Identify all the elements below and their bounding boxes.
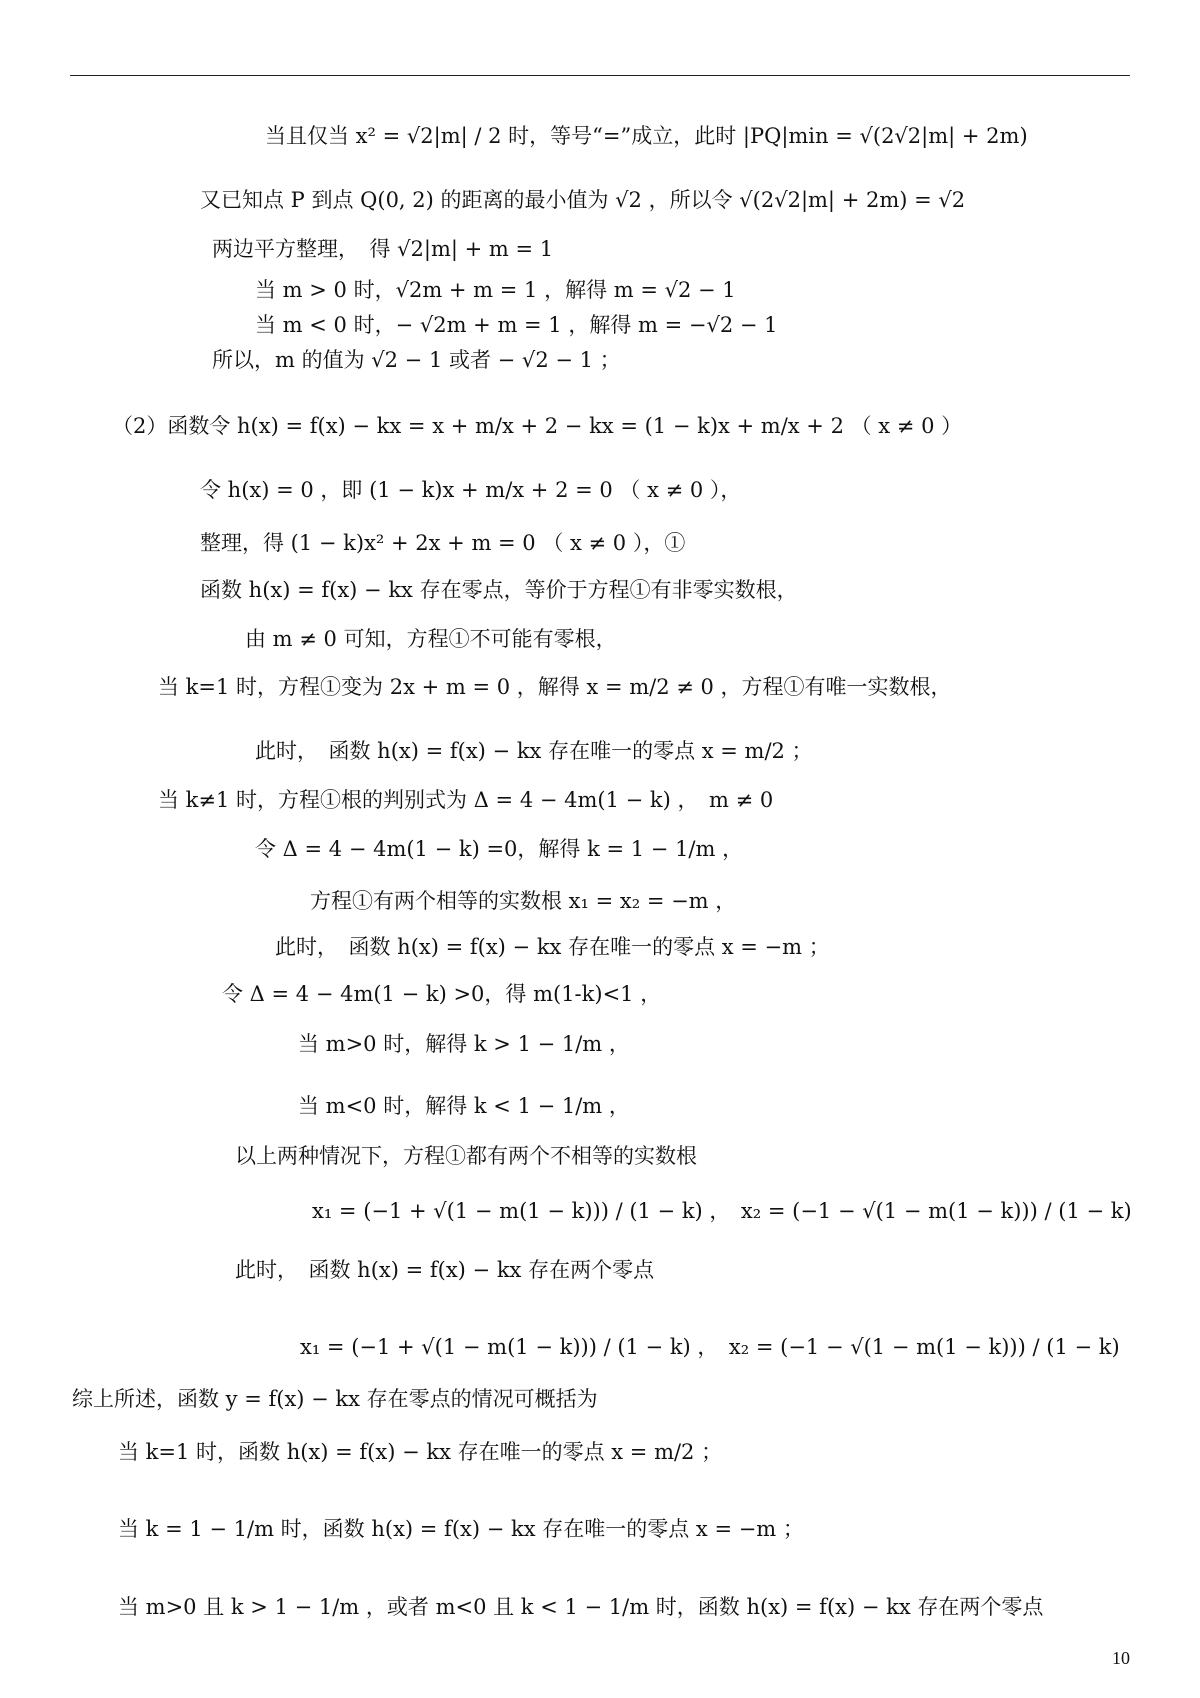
text-line: 当 k=1 时，函数 h(x) = f(x) − kx 存在唯一的零点 x = m/2 ； <box>118 1440 723 1464</box>
text-line: 此时， 函数 h(x) = f(x) − kx 存在唯一的零点 x = m/2 ； <box>255 739 813 763</box>
text-line: 当 m > 0 时，√2m + m = 1 ，解得 m = √2 − 1 <box>255 278 736 302</box>
text-line: x₁ = (−1 + √(1 − m(1 − k))) / (1 − k) ， x₂ = (−1 − √(1 − m(1 − k))) / (1 − k) <box>312 1199 1132 1223</box>
page-number: 10 <box>1112 1648 1130 1668</box>
text-line: x₁ = (−1 + √(1 − m(1 − k))) / (1 − k) ， x₂ = (−1 − √(1 − m(1 − k))) / (1 − k) <box>300 1335 1120 1359</box>
text-line: 当 m>0 时，解得 k > 1 − 1/m ， <box>298 1032 630 1056</box>
text-line: 当 k = 1 − 1/m 时，函数 h(x) = f(x) − kx 存在唯一的零点 x = −m ； <box>118 1517 804 1541</box>
text-line: 令 Δ = 4 − 4m(1 − k) =0，解得 k = 1 − 1/m ， <box>255 837 744 861</box>
text-line: （2）函数令 h(x) = f(x) − kx = x + m/x + 2 − kx = (1 − k)x + m/x + 2 （ x ≠ 0 ） <box>112 414 963 438</box>
text-line: 此时， 函数 h(x) = f(x) − kx 存在唯一的零点 x = −m ； <box>275 935 830 959</box>
text-line: 两边平方整理， 得 √2|m| + m = 1 <box>212 237 554 261</box>
text-line: 令 h(x) = 0 ，即 (1 − k)x + m/x + 2 = 0 （ x ≠ 0 ）， <box>200 478 742 502</box>
text-line: 令 Δ = 4 − 4m(1 − k) >0，得 m(1-k)<1 ， <box>222 982 662 1006</box>
text-line: 以上两种情况下，方程①都有两个不相等的实数根 <box>235 1144 697 1168</box>
text-line: 当 m<0 时，解得 k < 1 − 1/m ， <box>298 1094 630 1118</box>
header-rule <box>70 75 1130 76</box>
text-line: 整理，得 (1 − k)x² + 2x + m = 0 （ x ≠ 0 ），① <box>200 531 686 555</box>
text-line: 由 m ≠ 0 可知，方程①不可能有零根， <box>245 627 617 651</box>
text-line: 又已知点 P 到点 Q(0, 2) 的距离的最小值为 √2 ，所以令 √(2√2|m| + 2m) = √2 <box>200 188 966 212</box>
text-line: 当 m < 0 时，− √2m + m = 1 ，解得 m = −√2 − 1 <box>255 313 778 337</box>
text-line: 所以，m 的值为 √2 − 1 或者 − √2 − 1 ； <box>212 348 621 372</box>
text-line: 当且仅当 x² = √2|m| / 2 时，等号“=”成立，此时 |PQ|min = √(2√2|m| + 2m) <box>265 124 1028 148</box>
text-line: 函数 h(x) = f(x) − kx 存在零点，等价于方程①有非零实数根， <box>200 578 798 602</box>
text-line: 方程①有两个相等的实数根 x₁ = x₂ = −m ， <box>310 889 737 913</box>
text-line: 当 k≠1 时，方程①根的判别式为 Δ = 4 − 4m(1 − k) ， m ≠ 0 <box>158 788 774 812</box>
text-line: 此时， 函数 h(x) = f(x) − kx 存在两个零点 <box>235 1258 655 1282</box>
text-line: 当 m>0 且 k > 1 − 1/m ，或者 m<0 且 k < 1 − 1/m 时，函数 h(x) = f(x) − kx 存在两个零点 <box>118 1595 1044 1619</box>
text-line: 当 k=1 时，方程①变为 2x + m = 0 ，解得 x = m/2 ≠ 0 ，方程①有唯一实数根， <box>158 675 952 699</box>
text-line: 综上所述，函数 y = f(x) − kx 存在零点的情况可概括为 <box>72 1387 598 1411</box>
